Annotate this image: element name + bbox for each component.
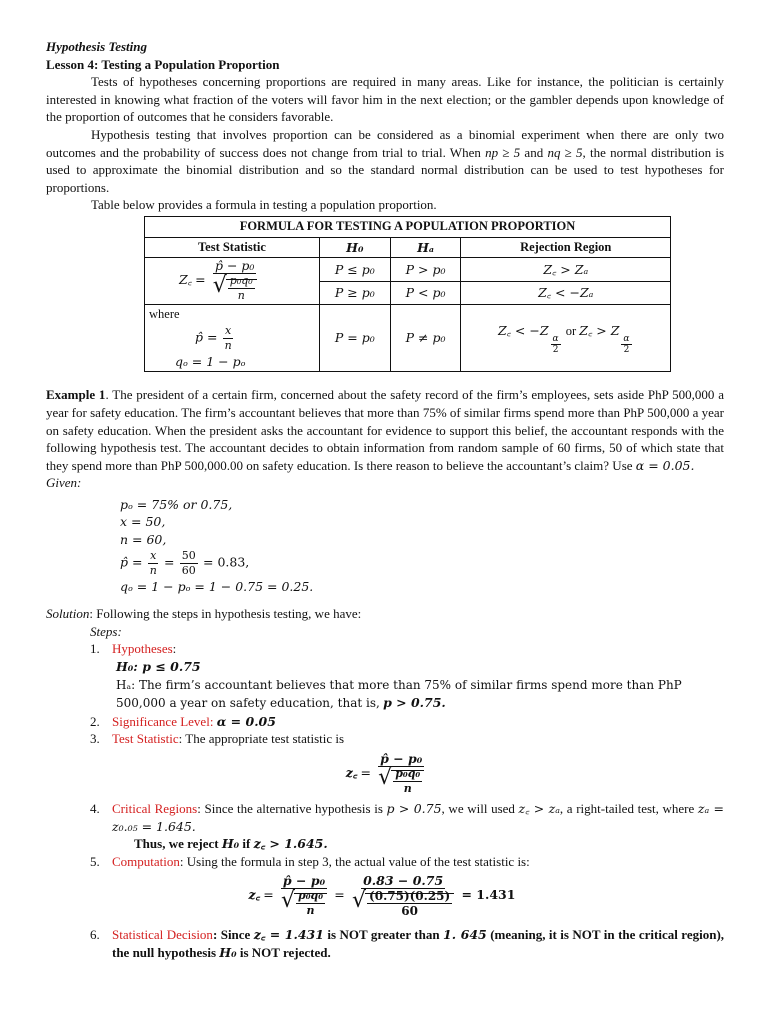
table-cell: Z꜀ < −Z $\frac{\alpha}{2}$ or Z꜀ > Z $\frac{\alpha}{2}$: [461, 305, 671, 372]
table-cell: Z꜀ < −Zₐ: [461, 281, 671, 305]
where-cell: where p̂ = $\frac{x}{n}$ qₒ = 1 − pₒ: [145, 305, 320, 372]
table-header: Test Statistic: [145, 237, 320, 258]
given-qo: qₒ = 1 − pₒ = 1 − 0.75 = 0.25.: [120, 578, 314, 594]
test-statistic-formula: z꜀ = p̂ − p₀ √ $\frac{\text{p₀q₀}}{n}$: [345, 751, 423, 795]
table-cell: P = p₀: [319, 305, 390, 372]
step-2: 2. Significance Level: α = 0.05: [90, 713, 276, 729]
example-paragraph: Example 1. The president of a certain firm, concerned about the safety record of the firm’s employees, sets aside PhP 500,000 a year for safety education. The firm’s accountant believes that more than 75% of similar firms spend more than PhP 500,000 a year on safety education. When the president asks the accountant for evidence to support this belief, the accountant responds with the following hypothesis test. The accountant decides to obtain information from random sample of 60 firms, 50 of which state that they spend more than PhP 500,000.00 on safety education. Is there reason to believe the accountant’s claim? Use α = 0.05.: [46, 387, 724, 473]
steps-label: Steps:: [90, 623, 122, 639]
table-cell: P ≠ p₀: [390, 305, 461, 372]
intro-paragraph-1: Tests of hypotheses concerning proportions are required in many areas. Like for instance, the politician is certainly interested in knowing what fraction of the voters will favor him in the next election; or the gambler depends upon knowledge of the proportion of outcomes that he considers favorable.: [46, 74, 724, 125]
alt-hypothesis: Hₐ: The firm’s accountant believes that more than 75% of similar firms spend more than PhP 500,000 a year on safety education, that is, p > 0.75.: [116, 677, 682, 711]
given-po: pₒ = 75% or 0.75,: [120, 496, 233, 512]
intro-paragraph-2: Hypothesis testing that involves proportion can be considered as a binomial experiment when there are only two outcomes and the probability of success does not change from trial to trial. When np ≥ 5 and nq ≥ 5, the normal distribution is used to approximate the binomial distribution and so the standard normal distribution can be used to test hypotheses for proportions.: [46, 126, 725, 195]
table-header: Rejection Region: [461, 237, 671, 258]
given-x: x = 50,: [120, 514, 166, 530]
given-label: Given:: [46, 475, 82, 491]
step-4: 4. Critical Regions: Since the alternative hypothesis is p > 0.75, we will used z꜀ > zₐ, a right-tailed test, where zₐ = z₀.₀₅ = 1.645. Thus, we reject H₀ if z꜀ > 1.645.: [90, 801, 725, 852]
step-3: 3. Test Statistic: The appropriate test statistic is: [90, 731, 345, 747]
step-1: 1. Hypotheses: H₀: p ≤ 0.75 Hₐ: The firm’s accountant believes that more than 75% of similar firms spend more than PhP 500,000 a year on safety education, that is, p > 0.75.: [90, 640, 724, 712]
table-header: H₀: [319, 237, 390, 258]
step-6: 6. Statistical Decision: Since z꜀ = 1.431 is NOT greater than 1. 645 (meaning, it is NOT in the critical region), the null hypothesis H₀ is NOT rejected.: [90, 927, 725, 960]
table-cell: P < p₀: [390, 281, 461, 305]
given-phat: p̂ = $\frac{x}{n}$ = $\frac{50}{60}$ = 0.83,: [120, 548, 250, 577]
lesson-title: Lesson 4: Testing a Population Proportion: [46, 56, 280, 72]
given-n: n = 60,: [120, 532, 167, 548]
table-cell: P > p₀: [390, 258, 461, 282]
table-cell: P ≥ p₀: [319, 281, 390, 305]
table-header: Hₐ: [390, 237, 461, 258]
test-statistic-cell: Z꜀ = p̂ − p₀ √ $\frac{\text{p₀q₀}}{n}$: [145, 258, 320, 305]
null-hypothesis: H₀: p ≤ 0.75: [116, 659, 201, 675]
section-title: Hypothesis Testing: [46, 39, 148, 54]
steps-list: [90, 640, 724, 961]
table-caption: FORMULA FOR TESTING A POPULATION PROPORTION: [145, 216, 671, 237]
computation-formula: z꜀ = p̂ − p₀ √ $\frac{\text{p₀q₀}}{n}$ = 0.83 − 0.75 √ $\frac{(0.75)(0.25)}{60}$ = 1.431: [248, 873, 516, 919]
given-block: [120, 496, 724, 595]
test-statistic-fraction: p̂ − p₀ √ $\frac{\text{p₀q₀}}{n}$: [211, 259, 259, 303]
document-page: [46, 38, 724, 962]
table-cell: P ≤ p₀: [319, 258, 390, 282]
where-label: where: [149, 307, 180, 322]
intro-paragraph-3: Table below provides a formula in testing a population proportion.: [91, 197, 437, 213]
solution-intro: Solution: Following the steps in hypothesis testing, we have:: [46, 606, 362, 622]
step-5: 5. Computation: Using the formula in step 3, the actual value of the test statistic is:: [90, 853, 530, 869]
table-cell: Z꜀ > Zₐ: [461, 258, 671, 282]
rejection-rule: Thus, we reject H₀ if z꜀ > 1.645.: [134, 836, 328, 852]
formula-table: [144, 216, 671, 372]
